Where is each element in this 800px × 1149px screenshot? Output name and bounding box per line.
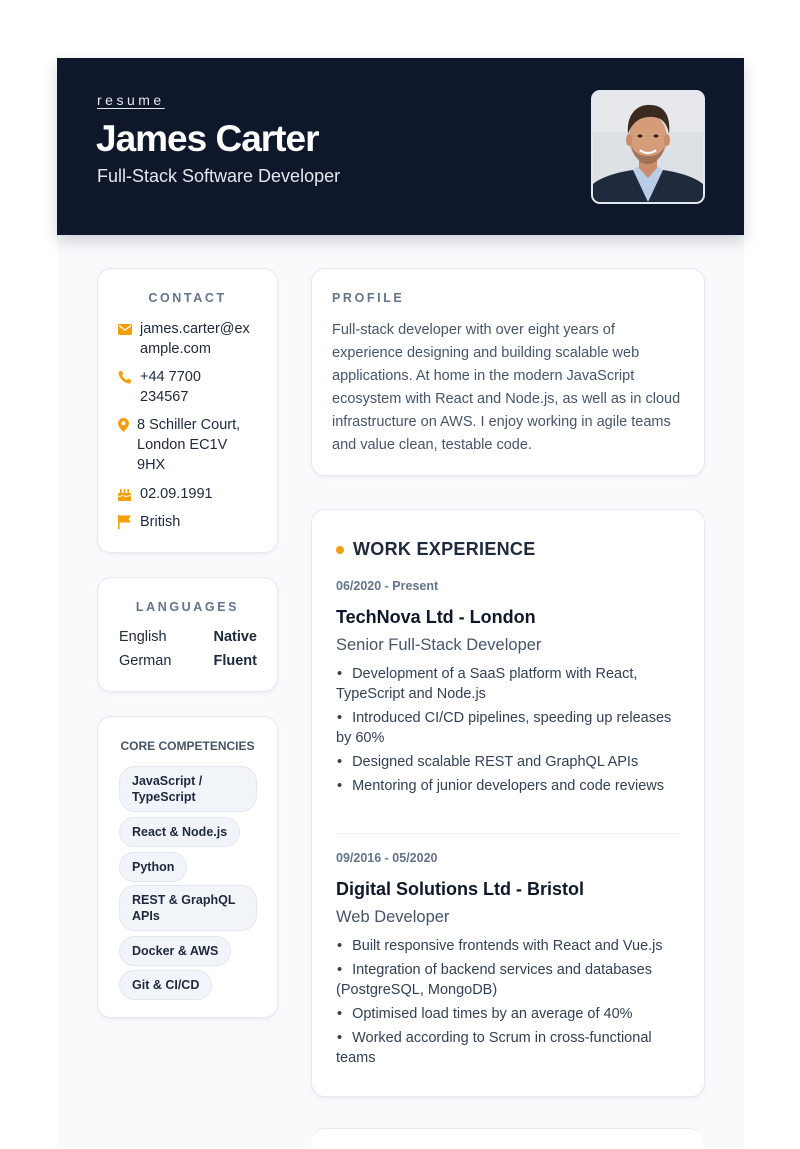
skill-chip-line-1: REST & GraphQL — [132, 893, 236, 907]
job-dates: 09/2016 - 05/2020 — [336, 851, 438, 865]
job-bullet: • Designed scalable REST and GraphQL APIs — [336, 752, 681, 772]
skill-chip: React & Node.js — [119, 817, 240, 847]
envelope-icon — [118, 319, 132, 339]
resume-header — [57, 58, 744, 235]
profile-card — [311, 268, 705, 476]
language-row — [119, 629, 257, 645]
job-divider — [336, 833, 680, 834]
accent-dot-icon — [336, 546, 344, 554]
competencies-heading: CORE COMPETENCIES — [120, 739, 255, 753]
skill-chip-line-2: TypeScript — [132, 790, 196, 804]
profile-heading: PROFILE — [332, 291, 405, 305]
language-name: English — [119, 629, 167, 645]
job-entry — [336, 851, 681, 1072]
work-experience-card — [311, 509, 705, 1097]
job-company: TechNova Ltd - London — [336, 607, 536, 627]
skill-chip: Docker & AWS — [119, 936, 231, 966]
contact-address-line-3: 9HX — [137, 457, 166, 473]
profile-photo — [591, 90, 705, 204]
next-section-card — [311, 1128, 703, 1149]
contact-email-line-2: ample.com — [140, 341, 211, 357]
skill-chip — [119, 885, 257, 931]
language-level: Fluent — [213, 653, 257, 669]
job-bullet: • Optimised load times by an average of 40% — [336, 1004, 681, 1024]
job-dates: 06/2020 - Present — [336, 579, 439, 593]
job-bullets — [336, 664, 681, 796]
job-role: Web Developer — [336, 908, 450, 926]
contact-phone-line-1: +44 7700 — [140, 369, 201, 385]
job-role: Senior Full-Stack Developer — [336, 636, 542, 654]
skill-chip — [119, 766, 257, 812]
phone-icon — [118, 367, 132, 387]
language-name: German — [119, 653, 172, 669]
languages-card — [97, 577, 278, 692]
contact-address — [118, 415, 240, 475]
work-experience-title: WORK EXPERIENCE — [353, 539, 536, 559]
contact-address-line-2: London EC1V — [137, 437, 228, 453]
languages-heading: LANGUAGES — [135, 600, 240, 614]
job-bullet: • Integration of backend services and databases (PostgreSQL, MongoDB) — [336, 960, 681, 1000]
skill-chip: Python — [119, 852, 187, 882]
job-entry — [336, 579, 681, 800]
job-bullet: • Mentoring of junior developers and code reviews — [336, 776, 681, 796]
job-bullet: • Development of a SaaS platform with React, TypeScript and Node.js — [336, 664, 681, 704]
contact-nationality — [118, 512, 180, 532]
work-experience-heading — [336, 539, 536, 560]
job-company: Digital Solutions Ltd - Bristol — [336, 879, 584, 899]
contact-email[interactable] — [118, 319, 250, 359]
competencies-card — [97, 716, 278, 1018]
profile-summary: Full-stack developer with over eight years of experience designing and building scalable web applications. At home in the modern JavaScript ecosystem with React and Node.js, as well as in cloud infrastructure on AWS. I enjoy working in agile teams and value clean, testable code. — [332, 322, 681, 453]
flag-icon — [118, 512, 132, 532]
language-level: Native — [213, 629, 257, 645]
contact-email-line-1: james.carter@ex — [140, 321, 250, 337]
contact-phone-line-2: 234567 — [140, 389, 189, 405]
skill-chip: Git & CI/CD — [119, 970, 212, 1000]
job-bullet: • Introduced CI/CD pipelines, speeding up releases by 60% — [336, 708, 681, 748]
birthday-cake-icon — [118, 484, 132, 504]
contact-birthdate — [118, 484, 213, 504]
job-bullets — [336, 936, 681, 1068]
job-bullet: • Built responsive frontends with React and Vue.js — [336, 936, 681, 956]
candidate-name: James Carter — [96, 118, 319, 159]
skill-chip-line-2: APIs — [132, 909, 160, 923]
contact-phone[interactable] — [118, 367, 201, 407]
candidate-title: Full-Stack Software Developer — [97, 166, 341, 186]
contact-birthdate-value: 02.09.1991 — [140, 486, 213, 502]
contact-nationality-value: British — [140, 514, 181, 530]
resume-label: resume — [97, 92, 165, 108]
contact-address-line-1: 8 Schiller Court, — [137, 417, 241, 433]
job-bullet: • Worked according to Scrum in cross-functional teams — [336, 1028, 681, 1068]
language-row — [119, 653, 257, 669]
contact-heading: CONTACT — [148, 291, 227, 305]
skill-chip-line-1: JavaScript / — [132, 774, 203, 788]
contact-card — [97, 268, 278, 553]
map-pin-icon — [118, 415, 129, 435]
